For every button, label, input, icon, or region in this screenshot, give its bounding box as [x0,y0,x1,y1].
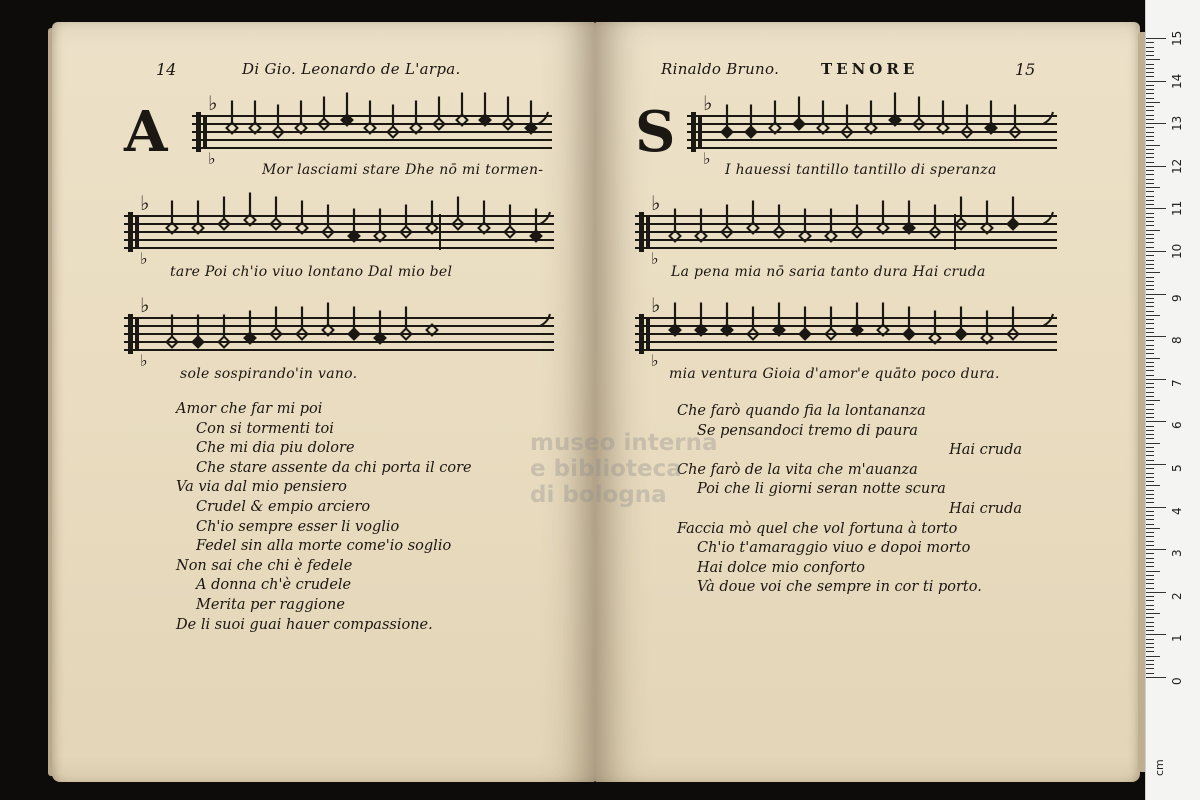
ruler-tick [1146,110,1154,111]
note-symbol [480,93,491,126]
ruler-label: 15 [1170,30,1184,46]
music-staff-3-right [635,292,1057,372]
ruler-tick [1146,443,1160,444]
ruler-tick [1146,524,1154,525]
svg-text:♭: ♭ [140,249,148,268]
watermark-line: di bologna [530,482,667,508]
ruler-tick [1146,553,1154,554]
ruler-tick [1146,660,1154,661]
ruler-tick [1146,153,1154,154]
ruler-tick [1146,532,1154,533]
ruler-tick [1146,115,1154,116]
ruler-tick [1146,609,1154,610]
ruler-tick [1146,515,1154,516]
ruler-tick [1146,605,1154,606]
ruler-tick [1146,264,1154,265]
ruler-tick [1146,434,1154,435]
ruler-tick [1146,383,1154,384]
ruler-tick [1146,332,1154,333]
ruler-tick [1146,272,1160,273]
ruler-tick [1146,174,1154,175]
ruler-tick [1146,323,1154,324]
ruler-tick [1146,98,1154,99]
ruler-tick [1146,336,1166,337]
watermark-line: e biblioteca [530,456,682,482]
ruler-label: 9 [1170,293,1184,302]
verse-line: Che farò quando fia la lontananza [677,403,926,419]
ruler-tick [1146,102,1160,103]
ruler-tick [1146,64,1154,65]
verse-line: Merita per raggione [196,596,345,613]
ruler-tick [1146,166,1166,167]
initial-letter-s: S [635,99,676,165]
verse-line: A donna ch'è crudele [196,577,352,594]
ruler-tick [1146,481,1154,482]
ruler-tick [1146,76,1154,77]
ruler-tick [1146,242,1154,243]
ruler-tick [1146,494,1154,495]
ruler-tick [1146,421,1166,422]
svg-text:♭: ♭ [208,149,216,168]
ruler-tick [1146,626,1154,627]
ruler-tick [1146,285,1154,286]
running-head-left: Di Gio. Leonardo de L'arpa. [242,60,461,78]
ruler-tick [1146,362,1154,363]
ruler-tick [1146,353,1154,354]
running-head-author: Rinaldo Bruno. [661,60,780,78]
ruler-tick [1146,42,1154,43]
ruler-tick [1146,302,1154,303]
ruler-tick [1146,455,1154,456]
staff-notation [192,90,552,170]
note-symbol [800,307,811,340]
ruler-tick [1146,673,1154,674]
running-head-voice: TENORE [821,60,919,78]
ruler-tick [1146,404,1154,405]
ruler-tick [1146,319,1154,320]
ruler-tick [1146,183,1154,184]
ruler-tick [1146,251,1166,252]
ruler-tick [1146,127,1154,128]
ruler-tick [1146,392,1154,393]
ruler-tick [1146,643,1154,644]
music-staff-3-left [124,292,554,372]
ruler-tick [1146,132,1154,133]
note-symbol [245,193,256,226]
ruler-tick [1146,396,1154,397]
verse-line: Che stare assente da chi porta il core [196,459,472,476]
ruler-tick [1146,668,1154,669]
ruler-tick [1146,162,1154,163]
ruler-tick [1146,123,1166,124]
ruler-tick [1146,502,1154,503]
ruler-tick [1146,596,1154,597]
ruler-tick [1146,485,1160,486]
ruler-tick [1146,630,1154,631]
ruler-tick [1146,140,1154,141]
ruler-tick [1146,366,1154,367]
ruler-tick [1146,277,1154,278]
ruler-tick [1146,498,1154,499]
lyric-line-3-right: mia ventura Gioia d'amor'e quāto poco dura. [669,366,1000,382]
ruler-tick [1146,451,1154,452]
ruler-tick [1146,634,1166,635]
ruler-tick [1146,294,1166,295]
ruler-tick [1146,413,1154,414]
ruler-tick [1146,549,1166,550]
ruler-tick [1146,656,1160,657]
ruler-tick [1146,38,1166,39]
svg-text:♭: ♭ [140,191,150,215]
ruler-label: 2 [1170,592,1184,600]
ruler-tick [1146,562,1154,563]
ruler-label: 5 [1170,464,1184,472]
staff-notation [635,292,1057,372]
ruler-tick [1146,85,1154,86]
ruler-tick [1146,566,1154,567]
ruler-tick [1146,345,1154,346]
ruler-tick [1146,200,1154,201]
ruler-tick [1146,613,1160,614]
ruler-tick [1146,639,1154,640]
verse-line: Se pensandoci tremo di paura [697,422,918,439]
staff-notation [635,190,1057,270]
ruler-tick [1146,119,1154,120]
ruler-tick [1146,59,1160,60]
ruler-tick [1146,255,1154,256]
ruler-tick [1146,187,1160,188]
ruler-tick [1146,664,1154,665]
music-staff-1-right [687,90,1057,170]
verse-line: Và doue voi che sempre in cor ti porto. [697,579,982,596]
ruler-tick [1146,230,1160,231]
ruler-tick [1146,315,1160,316]
ruler-tick [1146,370,1154,371]
ruler-label: 3 [1170,549,1184,558]
ruler-tick [1146,208,1166,209]
ruler-tick [1146,328,1154,329]
ruler-tick [1146,519,1154,520]
verse-line: Ch'io sempre esser li voglio [196,518,400,535]
note-symbol [457,93,468,126]
ruler-tick [1146,311,1154,312]
ruler-tick [1146,81,1166,82]
svg-text:♭: ♭ [651,191,661,215]
staff-notation [687,90,1057,170]
ruler-tick [1146,583,1154,584]
lyric-line-1-right: I hauessi tantillo tantillo di speranza [725,162,997,178]
ruler-tick [1146,651,1154,652]
ruler-tick [1146,196,1154,197]
verse-line: Non sai che chi è fedele [176,557,353,574]
ruler-tick [1146,55,1154,56]
ruler-tick [1146,575,1154,576]
ruler-tick [1146,179,1154,180]
ruler-label: 4 [1170,506,1184,515]
ruler-tick [1146,447,1154,448]
note-symbol [794,97,805,130]
ruler-tick [1146,93,1154,94]
ruler-tick [1146,592,1166,593]
note-symbol [722,105,733,138]
ruler-tick [1146,213,1154,214]
ruler-tick [1146,460,1154,461]
ruler-tick [1146,622,1154,623]
ruler-tick [1146,247,1154,248]
ruler-label: 12 [1170,158,1184,174]
verse-line: Poi che li giorni seran notte scura [697,481,946,498]
ruler-tick [1146,136,1154,137]
ruler-label: 6 [1170,421,1184,430]
ruler-tick [1146,473,1154,474]
verse-line: Va via dal mio pensiero [176,479,347,496]
watermark [530,430,718,508]
svg-text:♭: ♭ [208,91,218,115]
verse-line: De li suoi guai hauer compassione. [176,616,433,633]
svg-text:♭: ♭ [651,293,661,317]
ruler-tick [1146,430,1154,431]
staff-notation [124,292,554,372]
ruler-tick [1146,528,1160,529]
lyric-line-2-right: La pena mia nō saria tanto dura Hai cruda [671,264,986,280]
ruler-label: 14 [1170,73,1184,89]
ruler-tick [1146,536,1154,537]
verse-line: Fedel sin alla morte come'io soglio [196,538,452,555]
note-symbol [904,307,915,340]
svg-text:♭: ♭ [703,149,711,168]
music-staff-1-left [192,90,552,170]
ruler-tick [1146,477,1154,478]
lyric-line-2-left: tare Poi ch'io viuo lontano Dal mio bel [170,264,453,280]
ruler-label: 11 [1170,201,1184,217]
page-number-left: 14 [156,60,177,79]
svg-text:♭: ♭ [651,249,659,268]
ruler-tick [1146,375,1154,376]
measuring-ruler [1145,0,1200,800]
ruler-tick [1146,417,1154,418]
ruler-tick [1146,507,1166,508]
staff-notation [124,190,554,270]
ruler-tick [1146,221,1154,222]
ruler-tick [1146,387,1154,388]
open-book [52,22,1140,788]
ruler-tick [1146,225,1154,226]
ruler-unit: cm [1153,759,1166,776]
ruler-tick [1146,579,1154,580]
ruler-label: 7 [1170,379,1184,387]
ruler-tick [1146,89,1154,90]
verse-line: Con si tormenti toi [196,420,334,437]
right-page [595,22,1140,782]
svg-text:♭: ♭ [140,293,150,317]
ruler-tick [1146,340,1154,341]
ruler-label: 13 [1170,115,1184,132]
ruler-tick [1146,106,1154,107]
note-symbol [193,315,204,348]
music-staff-2-left [124,190,554,270]
ruler-tick [1146,281,1154,282]
ruler-tick [1146,571,1160,572]
verse-block-right [677,402,1022,598]
ruler-tick [1146,438,1154,439]
verse-line: Che mi dia piu dolore [196,440,355,457]
ruler-tick [1146,170,1154,171]
ruler-tick [1146,558,1154,559]
ruler-tick [1146,68,1154,69]
verse-line: Faccia mò quel che vol fortuna à torto [677,520,958,537]
music-staff-2-right [635,190,1057,270]
page-number-right: 15 [1015,60,1036,79]
ruler-tick [1146,145,1160,146]
note-symbol [890,93,901,126]
ruler-tick [1146,289,1154,290]
ruler-tick [1146,468,1154,469]
ruler-tick [1146,298,1154,299]
refrain-line: Hai cruda [949,500,1022,517]
verse-block-left [176,400,472,635]
ruler-tick [1146,149,1154,150]
ruler-label: 0 [1170,677,1184,685]
ruler-tick [1146,647,1154,648]
ruler-tick [1146,588,1154,589]
ruler-tick [1146,545,1154,546]
lyric-line-3-left: sole sospirando'in vano. [180,366,358,382]
ruler-tick [1146,379,1166,380]
ruler-tick [1146,349,1154,350]
svg-text:♭: ♭ [651,351,659,370]
note-symbol [746,105,757,138]
ruler-tick [1146,426,1154,427]
ruler-tick [1146,306,1154,307]
ruler-tick [1146,490,1154,491]
svg-text:♭: ♭ [703,91,713,115]
verse-line: Hai dolce mio conforto [697,559,865,576]
note-symbol [956,307,967,340]
ruler-tick [1146,464,1166,465]
lyric-line-1-left: Mor lasciami stare Dhe nō mi tormen- [262,162,544,178]
ruler-tick [1146,541,1154,542]
verse-line: Amor che far mi poi [176,401,323,417]
initial-letter-a: A [124,99,168,165]
ruler-tick [1146,409,1154,410]
ruler-label: 1 [1170,634,1184,643]
verse-line: Ch'io t'amaraggio viuo e dopoi morto [697,540,971,557]
ruler-tick [1146,677,1166,678]
ruler-label: 10 [1170,243,1184,259]
ruler-tick [1146,358,1160,359]
ruler-tick [1146,617,1154,618]
note-symbol [342,93,353,126]
ruler-label: 8 [1170,336,1184,345]
ruler-tick [1146,238,1154,239]
left-page [52,22,595,782]
ruler-tick [1146,400,1160,401]
ruler-tick [1146,217,1154,218]
svg-text:♭: ♭ [140,351,148,370]
note-symbol [349,307,360,340]
ruler-tick [1146,204,1154,205]
note-symbol [1008,197,1019,230]
refrain-line: Hai cruda [949,442,1022,459]
ruler-tick [1146,72,1154,73]
watermark-line: museo interna [530,430,718,456]
ruler-tick [1146,157,1154,158]
ruler-tick [1146,600,1154,601]
ruler-tick [1146,268,1154,269]
ruler-tick [1146,260,1154,261]
ruler-tick [1146,234,1154,235]
ruler-tick [1146,191,1154,192]
ruler-tick [1146,51,1154,52]
verse-line: Che farò de la vita che m'auanza [677,461,918,478]
verse-line: Crudel & empio arciero [196,498,371,515]
ruler-tick [1146,47,1154,48]
ruler-tick [1146,511,1154,512]
